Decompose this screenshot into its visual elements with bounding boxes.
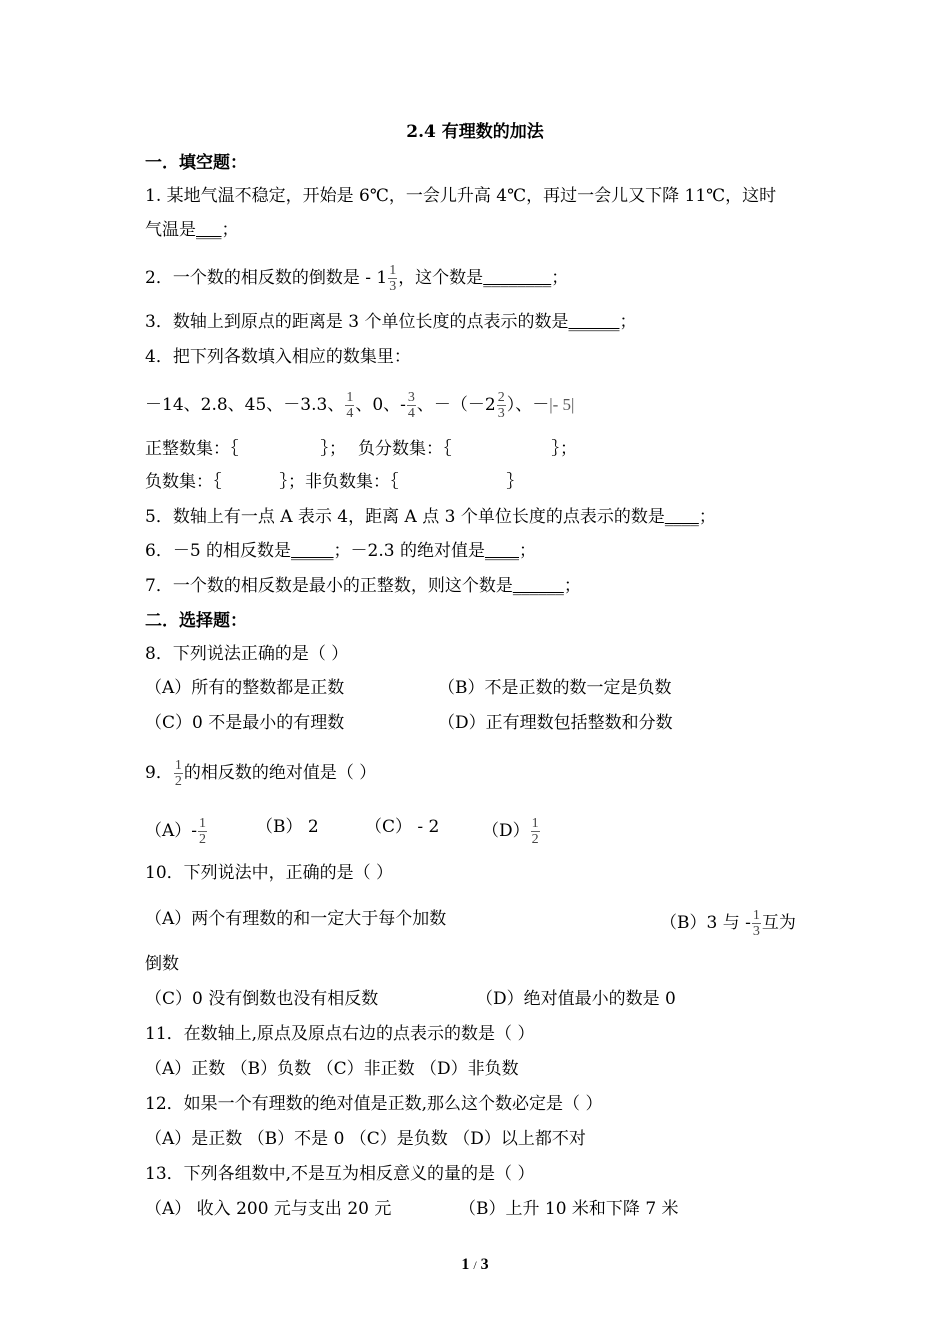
fraction-numerator: 1 — [174, 758, 182, 773]
question-4-sets-row1 — [145, 438, 577, 460]
fraction-numerator: 1 — [199, 816, 207, 831]
question-4: 4．把下列各数填入相应的数集里： — [145, 347, 411, 367]
absolute-value-expression: |- 5| — [549, 395, 575, 414]
question-6 — [145, 540, 536, 562]
punctuation: ； — [221, 220, 239, 240]
set-close: ｝ — [506, 472, 524, 492]
answer-blank[interactable]: ______ — [512, 576, 564, 596]
answer-blank[interactable]: ____ — [664, 507, 699, 527]
question-8-option-c[interactable]: （C）0 不是最小的有理数 — [145, 713, 345, 733]
question-8-option-d[interactable]: （D）正有理数包括整数和分数 — [438, 713, 673, 733]
number-list-part: －14、2.8、45、－3.3、 — [145, 395, 345, 415]
question-5-text: 5．数轴上有一点 A 表示 4，距离 A 点 3 个单位长度的点表示的数是 — [145, 507, 665, 527]
question-9 — [145, 758, 376, 789]
fraction-denominator: 3 — [497, 406, 505, 421]
option-text: 互为 — [761, 913, 796, 933]
question-5 — [145, 506, 716, 528]
page-current: 1 — [461, 1256, 470, 1273]
fraction-numerator: 3 — [407, 390, 415, 405]
question-3 — [145, 311, 636, 333]
question-2-suffix: ，这个数是 — [398, 268, 484, 288]
fraction-denominator: 3 — [752, 924, 760, 939]
negative-fraction-set-label: 负分数集：｛ — [358, 439, 452, 459]
fraction — [752, 908, 761, 939]
question-10-option-b[interactable] — [660, 908, 796, 939]
question-12-options[interactable]: （A）是正数 （B）不是 0 （C）是负数 （D）以上都不对 — [145, 1129, 586, 1149]
question-13-option-a[interactable]: （A） 收入 200 元与支出 20 元 — [145, 1199, 392, 1219]
question-8: 8．下列说法正确的是（ ） — [145, 644, 349, 664]
question-4-number-list — [145, 390, 574, 421]
question-1-text: 气温是 — [145, 220, 196, 240]
number-list-part: 、0、- — [355, 395, 406, 415]
non-negative-set-label: 非负数集：｛ — [305, 472, 399, 492]
fraction-denominator: 2 — [174, 774, 182, 789]
fraction-numerator: 1 — [531, 816, 539, 831]
page-total: 3 — [480, 1256, 489, 1273]
fraction — [198, 816, 207, 847]
negative-set-label: 负数集：｛ — [145, 472, 222, 492]
question-8-option-b[interactable]: （B）不是正数的数一定是负数 — [438, 678, 672, 698]
fraction — [388, 263, 397, 294]
question-6-text: 6．－5 的相反数是 — [145, 541, 292, 561]
punctuation: ； — [551, 268, 569, 288]
question-10-option-d[interactable]: （D）绝对值最小的数是 0 — [476, 989, 676, 1009]
set-close: ｝； — [279, 472, 305, 492]
question-13-option-b[interactable]: （B）上升 10 米和下降 7 米 — [459, 1199, 679, 1219]
fraction-numerator: 1 — [346, 390, 354, 405]
question-1-line2 — [145, 219, 239, 241]
option-label: （D） — [482, 821, 530, 841]
question-10: 10．下列说法中，正确的是（ ） — [145, 863, 394, 883]
fraction-denominator: 2 — [531, 832, 539, 847]
question-6-mid: ；－2.3 的绝对值是 — [333, 541, 485, 561]
answer-blank[interactable]: ___ — [196, 220, 222, 240]
question-1-line1: 1. 某地气温不稳定，开始是 6℃，一会儿升高 4℃，再过一会儿又下降 11℃，这时 — [145, 186, 777, 206]
number-list-part: 、－（－2 — [416, 395, 496, 415]
section-multiple-choice-heading: 二．选择题： — [145, 611, 247, 631]
set-close: ｝； — [551, 439, 577, 459]
answer-blank[interactable]: _____ — [291, 541, 334, 561]
question-9-option-b[interactable]: （B） 2 — [256, 817, 319, 837]
page-separator: / — [473, 1258, 477, 1272]
fraction-denominator: 2 — [199, 832, 207, 847]
question-10-option-a[interactable]: （A）两个有理数的和一定大于每个加数 — [145, 909, 447, 929]
question-2-text: 2．一个数的相反数的倒数是 - 1 — [145, 268, 388, 288]
question-2 — [145, 263, 568, 294]
set-close: ｝； — [320, 439, 346, 459]
question-9-text: 的相反数的绝对值是（ ） — [183, 763, 377, 783]
question-12: 12．如果一个有理数的绝对值是正数,那么这个数必定是（ ） — [145, 1094, 603, 1114]
page-title: 2.4 有理数的加法 — [406, 122, 544, 142]
fraction — [497, 390, 506, 421]
punctuation: ； — [619, 312, 637, 332]
fraction — [531, 816, 540, 847]
question-9-option-a[interactable] — [145, 816, 208, 847]
fraction-numerator: 1 — [752, 908, 760, 923]
number-list-part: ）、－ — [506, 395, 550, 415]
question-9-option-c[interactable]: （C） - 2 — [365, 817, 440, 837]
positive-integer-set-label: 正整数集：｛ — [145, 439, 239, 459]
fraction-denominator: 4 — [346, 406, 354, 421]
answer-blank[interactable]: ______ — [568, 312, 620, 332]
option-label: （B）3 与 - — [660, 913, 751, 933]
question-10-option-c[interactable]: （C）0 没有倒数也没有相反数 — [145, 989, 379, 1009]
section-fill-blank-heading: 一．填空题： — [145, 153, 247, 173]
punctuation: ； — [563, 576, 581, 596]
punctuation: ； — [519, 541, 536, 561]
question-9-option-d[interactable] — [482, 816, 541, 847]
question-7-text: 7．一个数的相反数是最小的正整数，则这个数是 — [145, 576, 513, 596]
fraction-numerator: 2 — [497, 390, 505, 405]
option-label: （A）- — [145, 821, 198, 841]
question-4-sets-row2 — [145, 471, 524, 493]
question-7 — [145, 575, 581, 597]
fraction — [345, 390, 354, 421]
question-9-number: 9． — [145, 763, 173, 783]
fraction — [174, 758, 183, 789]
fraction — [407, 390, 416, 421]
question-11: 11．在数轴上,原点及原点右边的点表示的数是（ ） — [145, 1024, 535, 1044]
question-10-option-b-continuation: 倒数 — [145, 954, 179, 974]
fraction-denominator: 3 — [389, 279, 397, 294]
question-11-options[interactable]: （A）正数 （B）负数 （C）非正数 （D）非负数 — [145, 1059, 519, 1079]
punctuation: ； — [698, 507, 716, 527]
answer-blank[interactable]: ________ — [483, 268, 552, 288]
answer-blank[interactable]: ____ — [485, 541, 519, 561]
question-13: 13．下列各组数中,不是互为相反意义的量的是（ ） — [145, 1164, 535, 1184]
fraction-numerator: 1 — [389, 263, 397, 278]
question-8-option-a[interactable]: （A）所有的整数都是正数 — [145, 678, 345, 698]
page-number — [0, 1256, 950, 1274]
fraction-denominator: 4 — [407, 406, 415, 421]
question-3-text: 3．数轴上到原点的距离是 3 个单位长度的点表示的数是 — [145, 312, 569, 332]
